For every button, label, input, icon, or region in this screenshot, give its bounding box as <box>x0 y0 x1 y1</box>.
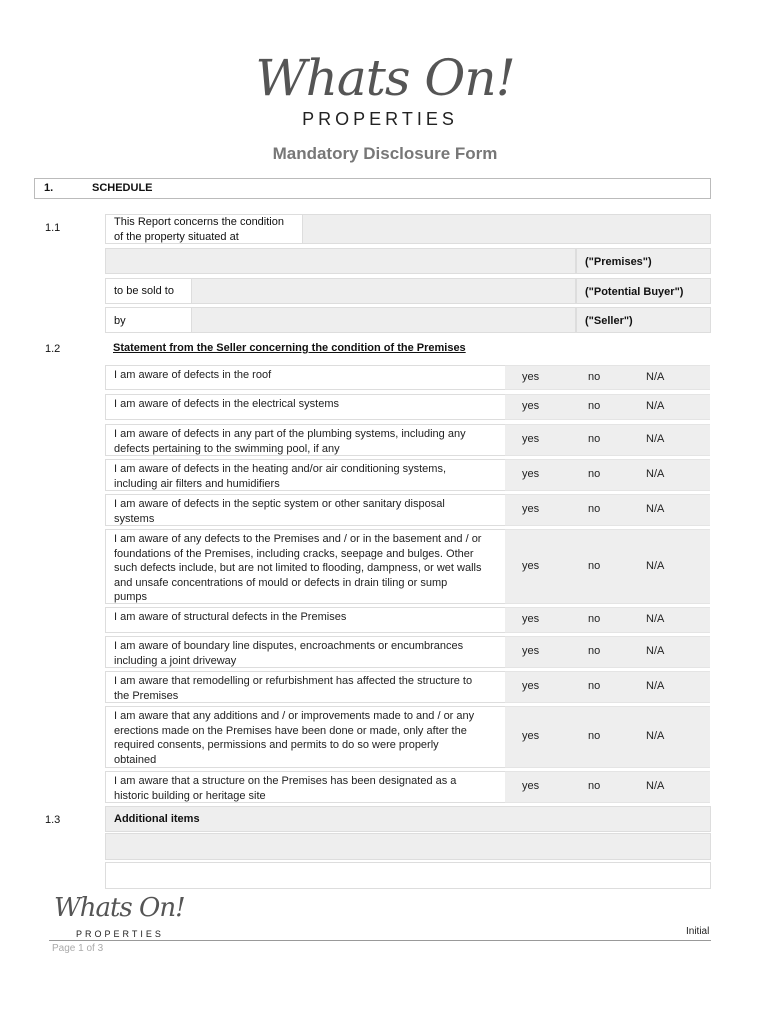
na-option[interactable]: N/A <box>646 400 665 412</box>
potential-buyer-field[interactable] <box>191 278 576 304</box>
yes-option[interactable]: yes <box>522 400 540 412</box>
no-option[interactable]: no <box>588 645 601 657</box>
statement-text <box>105 424 505 456</box>
statement-line: foundations of the Premises, including cracks, seepage and bulges. Other <box>114 547 474 560</box>
no-option[interactable]: no <box>588 468 601 480</box>
yes-option[interactable]: yes <box>522 371 540 383</box>
statement-line: I am aware of defects in any part of the plumbing systems, including any <box>114 428 466 440</box>
yes-option[interactable]: yes <box>522 680 540 692</box>
premises-label: ("Premises") <box>585 256 652 268</box>
na-option[interactable]: N/A <box>646 613 665 625</box>
footer-logo: Whats On! <box>54 893 185 923</box>
statement-text <box>105 706 505 768</box>
statement-line: including air filters and humidifiers <box>114 477 280 490</box>
na-option[interactable]: N/A <box>646 730 665 742</box>
statement-line: the Premises <box>114 689 179 702</box>
yes-option[interactable]: yes <box>522 433 540 445</box>
no-option[interactable]: no <box>588 371 601 383</box>
na-option[interactable]: N/A <box>646 371 665 383</box>
na-option[interactable]: N/A <box>646 780 665 792</box>
page-title: Mandatory Disclosure Form <box>272 144 498 163</box>
statement-line: obtained <box>114 753 157 766</box>
property-address-field[interactable] <box>302 214 711 244</box>
seller-field[interactable] <box>191 307 576 333</box>
potential-buyer-label: ("Potential Buyer") <box>585 286 684 298</box>
no-option[interactable]: no <box>588 680 601 692</box>
statement-line: I am aware of defects in the heating and/or air conditioning systems, <box>114 463 447 475</box>
to-be-sold-cell <box>105 278 191 304</box>
section-1-3-number: 1.3 <box>45 814 61 826</box>
additional-items-field-2[interactable] <box>105 862 711 889</box>
footer-logo-subtitle: PROPERTIES <box>76 929 164 939</box>
statement-line: I am aware of defects in the electrical systems <box>114 398 339 410</box>
statement-line: I am aware that a structure on the Premises has been designated as a <box>114 775 457 787</box>
additional-items-title: Additional items <box>114 813 200 825</box>
statement-line: I am aware that any additions and / or improvements made to and / or any <box>114 710 475 722</box>
header-logo-subtitle: PROPERTIES <box>302 109 458 129</box>
statement-text <box>105 365 505 390</box>
premises-address-field[interactable] <box>105 248 576 274</box>
section-1-2-number: 1.2 <box>45 343 61 355</box>
yes-option[interactable]: yes <box>522 645 540 657</box>
statement-line: defects pertaining to the swimming pool, if any <box>114 442 340 455</box>
statement-title: Statement from the Seller concerning the condition of the Premises <box>113 342 466 354</box>
no-option[interactable]: no <box>588 400 601 412</box>
statement-text <box>105 529 505 604</box>
statement-line: I am aware of boundary line disputes, encroachments or encumbrances <box>114 640 464 652</box>
additional-items-header <box>105 806 711 832</box>
statement-text <box>105 607 505 633</box>
statement-line: historic building or heritage site <box>114 789 266 802</box>
na-option[interactable]: N/A <box>646 680 665 692</box>
statement-text <box>105 636 505 668</box>
na-option[interactable]: N/A <box>646 503 665 515</box>
statement-line: erections made on the Premises have been done or made, only after the <box>114 724 467 737</box>
statement-line: I am aware of defects in the septic system or other sanitary disposal <box>114 498 445 510</box>
statement-line: I am aware that remodelling or refurbishment has affected the structure to <box>114 675 473 687</box>
report-text-line: of the property situated at <box>114 231 239 243</box>
yes-option[interactable]: yes <box>522 613 540 625</box>
yes-option[interactable]: yes <box>522 560 540 572</box>
na-option[interactable]: N/A <box>646 433 665 445</box>
na-option[interactable]: N/A <box>646 645 665 657</box>
seller-label-cell <box>576 307 711 333</box>
statement-line: such defects include, but are not limited to flooding, dampness, or wet walls <box>114 562 482 574</box>
no-option[interactable]: no <box>588 433 601 445</box>
initial-label: Initial <box>686 926 710 937</box>
schedule-number: 1. <box>44 182 54 194</box>
to-be-sold-label: to be sold to <box>114 285 174 297</box>
by-label: by <box>114 315 126 327</box>
yes-option[interactable]: yes <box>522 468 540 480</box>
no-option[interactable]: no <box>588 560 601 572</box>
na-option[interactable]: N/A <box>646 468 665 480</box>
footer-divider <box>49 940 711 941</box>
statement-line: and unsafe concentrations of mould or defects in drain tiling or sump <box>114 576 448 589</box>
no-option[interactable]: no <box>588 503 601 515</box>
na-option[interactable]: N/A <box>646 560 665 572</box>
report-text-cell <box>105 214 302 244</box>
statement-text <box>105 394 505 420</box>
header-logo: Whats On! <box>255 49 515 107</box>
statement-line: I am aware of structural defects in the Premises <box>114 611 347 623</box>
no-option[interactable]: no <box>588 730 601 742</box>
yes-option[interactable]: yes <box>522 730 540 742</box>
schedule-title: SCHEDULE <box>92 182 153 194</box>
statement-line: systems <box>114 512 155 525</box>
yes-option[interactable]: yes <box>522 780 540 792</box>
statement-text <box>105 671 505 703</box>
seller-label: ("Seller") <box>585 315 633 327</box>
statement-text <box>105 771 505 803</box>
statement-line: including a joint driveway <box>114 654 237 667</box>
no-option[interactable]: no <box>588 613 601 625</box>
statement-line: required consents, permissions and permits to do so were properly <box>114 739 439 751</box>
statement-text <box>105 459 505 491</box>
yes-option[interactable]: yes <box>522 503 540 515</box>
section-1-1-number: 1.1 <box>45 222 61 234</box>
by-cell <box>105 307 191 333</box>
report-text-line: This Report concerns the condition <box>114 216 284 228</box>
statement-line: I am aware of defects in the roof <box>114 369 272 381</box>
page-number: Page 1 of 3 <box>52 943 104 954</box>
statement-line: I am aware of any defects to the Premises and / or in the basement and / or <box>114 533 482 545</box>
statement-text <box>105 494 505 526</box>
statement-line: pumps <box>114 591 148 603</box>
premises-label-cell <box>576 248 711 274</box>
potential-buyer-label-cell <box>576 278 711 304</box>
additional-items-field-1[interactable] <box>105 833 711 860</box>
no-option[interactable]: no <box>588 780 601 792</box>
